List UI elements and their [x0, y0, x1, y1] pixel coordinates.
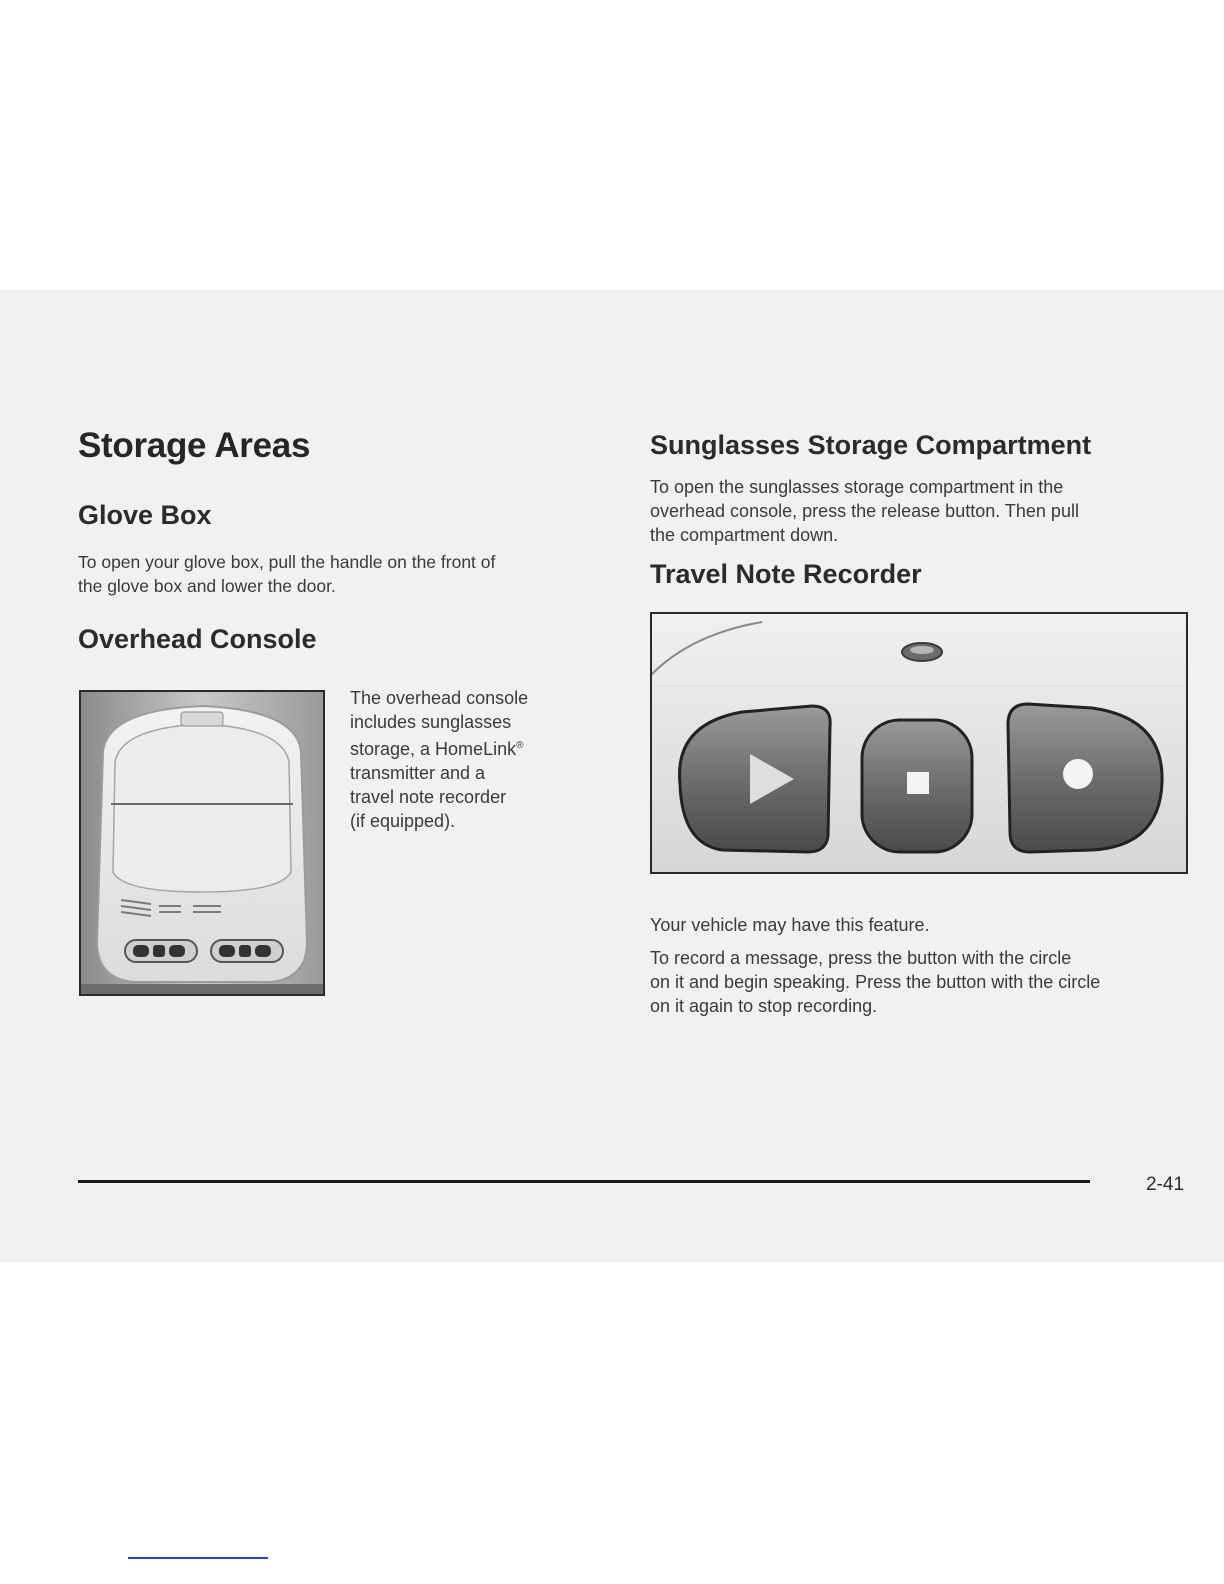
stop-button: [862, 720, 972, 852]
travel-note-heading: Travel Note Recorder: [650, 559, 922, 589]
page-number: 2-41: [1146, 1174, 1185, 1195]
registered-mark: ®: [516, 740, 524, 751]
overhead-console-icon: [81, 692, 323, 994]
overhead-console-line: The overhead console: [350, 688, 529, 708]
overhead-console-line: transmitter and a: [350, 763, 486, 783]
travel-note-text: [650, 946, 1100, 1018]
glove-box-line: the glove box and lower the door.: [78, 576, 336, 596]
overhead-console-line: includes sunglasses: [350, 712, 512, 732]
overhead-console-line: travel note recorder: [350, 787, 507, 807]
play-button: [680, 706, 831, 852]
overhead-console-heading: Overhead Console: [78, 624, 317, 654]
overhead-console-line: [350, 734, 528, 761]
overhead-console-figure: [79, 690, 325, 996]
overhead-console-text: [350, 686, 528, 833]
homelink-text: storage, a HomeLink: [350, 739, 517, 759]
sunglasses-line: the compartment down.: [650, 525, 839, 545]
travel-note-figure: [650, 612, 1188, 874]
travel-note-line: To record a message, press the button with the circle: [650, 948, 1072, 968]
sunglasses-text: [650, 475, 1079, 547]
feature-note: Your vehicle may have this feature.: [650, 915, 930, 935]
sunglasses-heading: Sunglasses Storage Compartment: [650, 430, 1092, 460]
travel-note-line: on it again to stop recording.: [650, 996, 878, 1016]
glove-box-heading: Glove Box: [78, 500, 212, 530]
travel-note-recorder-icon: [652, 614, 1186, 872]
sunglasses-line: overhead console, press the release button. Then pull: [650, 501, 1079, 521]
stop-icon: [907, 772, 929, 794]
record-button: [1008, 704, 1162, 852]
sunglasses-line: To open the sunglasses storage compartment in the: [650, 477, 1064, 497]
bottom-link-underline: [128, 1557, 268, 1559]
overhead-console-line: (if equipped).: [350, 811, 456, 831]
footer-rule: [78, 1180, 1090, 1183]
glove-box-line: To open your glove box, pull the handle on the front of: [78, 552, 496, 572]
record-icon: [1063, 759, 1093, 789]
page-title: Storage Areas: [78, 426, 311, 465]
glove-box-text: [78, 550, 495, 598]
travel-note-line: on it and begin speaking. Press the button with the circle: [650, 972, 1101, 992]
